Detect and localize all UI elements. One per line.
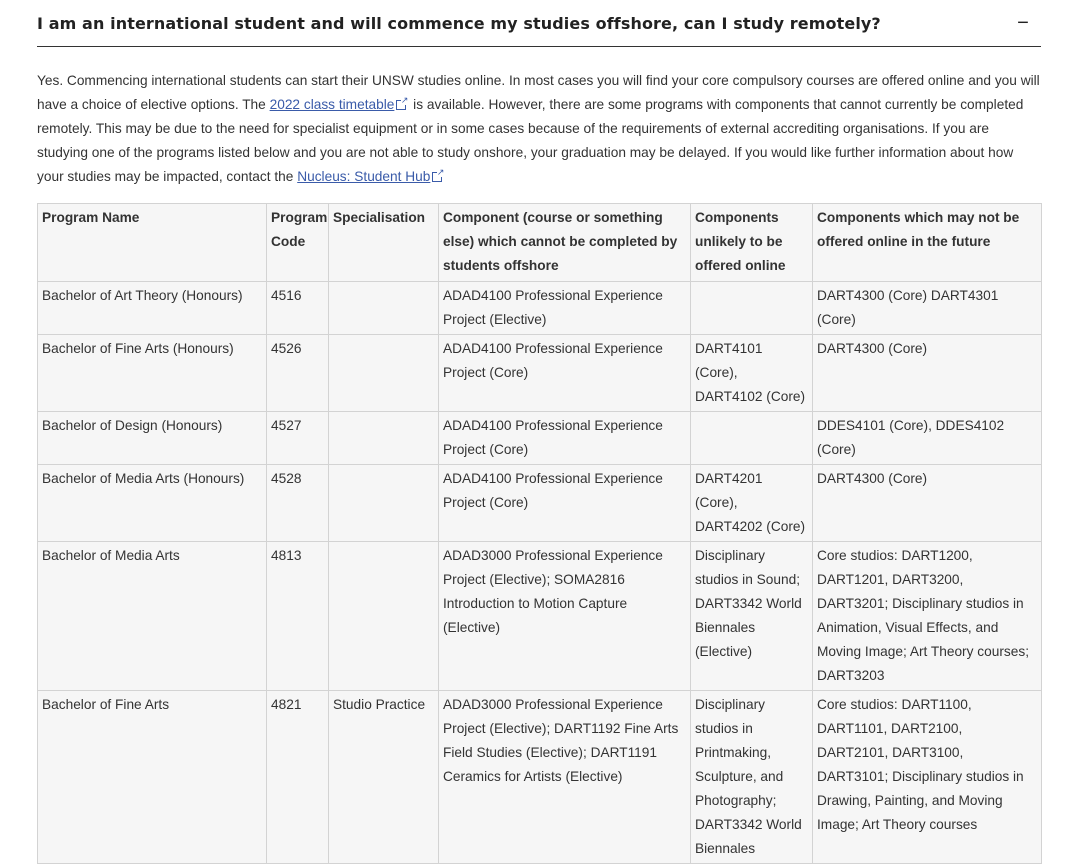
table-row	[38, 412, 1042, 465]
programs-table	[37, 203, 1042, 864]
header-specialisation: Specialisation	[329, 204, 439, 282]
cell-may-not-online: DART4300 (Core) DART4301 (Core)	[813, 282, 1042, 335]
table-row	[38, 691, 1042, 864]
answer-text-1: Yes. Commencing international students can start their UNSW studies online. In most cases you will find your core compulsory courses are offered online and you will have a choice of elective options. The	[37, 73, 1040, 112]
cell-program-code: 4528	[267, 465, 329, 542]
cell-unlikely-online: DART4201 (Core), DART4202 (Core)	[691, 465, 813, 542]
header-component: Component (course or something else) which cannot be completed by students offshore	[439, 204, 691, 282]
cell-program-code: 4527	[267, 412, 329, 465]
cell-program-name: Bachelor of Design (Honours)	[38, 412, 267, 465]
cell-may-not-online: Core studios: DART1100, DART1101, DART2100, DART2101, DART3100, DART3101; Disciplinary studios in Drawing, Painting, and Moving Image; Art Theory courses	[813, 691, 1042, 864]
cell-program-code: 4821	[267, 691, 329, 864]
cell-unlikely-online: DART4101 (Core), DART4102 (Core)	[691, 335, 813, 412]
table-row	[38, 335, 1042, 412]
faq-question[interactable]: I am an international student and will commence my studies offshore, can I study remotely?	[37, 13, 881, 33]
cell-specialisation	[329, 282, 439, 335]
cell-unlikely-online	[691, 282, 813, 335]
faq-accordion-item	[37, 0, 1041, 856]
table-header-row	[38, 204, 1042, 282]
table-row	[38, 542, 1042, 691]
external-link-icon	[432, 172, 442, 182]
class-timetable-link[interactable]: 2022 class timetable	[269, 97, 395, 112]
cell-program-name: Bachelor of Media Arts	[38, 542, 267, 691]
cell-component: ADAD4100 Professional Experience Project (Core)	[439, 335, 691, 412]
cell-program-code: 4526	[267, 335, 329, 412]
cell-specialisation	[329, 412, 439, 465]
cell-unlikely-online	[691, 412, 813, 465]
collapse-icon[interactable]: −	[1017, 12, 1029, 34]
cell-component: ADAD4100 Professional Experience Project (Elective)	[439, 282, 691, 335]
cell-component: ADAD4100 Professional Experience Project (Core)	[439, 412, 691, 465]
header-unlikely-online: Components unlikely to be offered online	[691, 204, 813, 282]
cell-specialisation: Studio Practice	[329, 691, 439, 864]
cell-specialisation	[329, 465, 439, 542]
cell-program-name: Bachelor of Fine Arts (Honours)	[38, 335, 267, 412]
cell-component: ADAD3000 Professional Experience Project (Elective); DART1192 Fine Arts Field Studies (Elective); DART1191 Ceramics for Artists (Elective)	[439, 691, 691, 864]
header-program-code: Program Code	[267, 204, 329, 282]
external-link-icon	[396, 100, 406, 110]
nucleus-student-hub-link[interactable]: Nucleus: Student Hub	[297, 169, 431, 184]
cell-unlikely-online: Disciplinary studios in Sound; DART3342 World Biennales (Elective)	[691, 542, 813, 691]
cell-may-not-online: DART4300 (Core)	[813, 465, 1042, 542]
cell-program-name: Bachelor of Fine Arts	[38, 691, 267, 864]
faq-answer	[37, 69, 1041, 189]
faq-question-header[interactable]	[37, 0, 1041, 47]
cell-program-code: 4813	[267, 542, 329, 691]
cell-program-name: Bachelor of Media Arts (Honours)	[38, 465, 267, 542]
cell-specialisation	[329, 542, 439, 691]
cell-unlikely-online: Disciplinary studios in Printmaking, Sculpture, and Photography; DART3342 World Biennales	[691, 691, 813, 864]
answer-text-2: is available. However, there are some programs with components that cannot currently be completed remotely. This may be due to the need for specialist equipment or in some cases because of the requirements of external accrediting organisations. If you are studying one of the programs listed below and you are not able to study onshore, your graduation may be delayed. If you would like further information about how your studies may be impacted, contact the	[37, 97, 1024, 184]
cell-specialisation	[329, 335, 439, 412]
table-row	[38, 465, 1042, 542]
cell-may-not-online: DDES4101 (Core), DDES4102 (Core)	[813, 412, 1042, 465]
cell-may-not-online: Core studios: DART1200, DART1201, DART3200, DART3201; Disciplinary studios in Animation, Visual Effects, and Moving Image; Art Theory courses; DART3203	[813, 542, 1042, 691]
header-program-name: Program Name	[38, 204, 267, 282]
header-may-not-online: Components which may not be offered online in the future	[813, 204, 1042, 282]
cell-may-not-online: DART4300 (Core)	[813, 335, 1042, 412]
cell-program-code: 4516	[267, 282, 329, 335]
cell-program-name: Bachelor of Art Theory (Honours)	[38, 282, 267, 335]
table-row	[38, 282, 1042, 335]
cell-component: ADAD3000 Professional Experience Project (Elective); SOMA2816 Introduction to Motion Capture (Elective)	[439, 542, 691, 691]
cell-component: ADAD4100 Professional Experience Project (Core)	[439, 465, 691, 542]
